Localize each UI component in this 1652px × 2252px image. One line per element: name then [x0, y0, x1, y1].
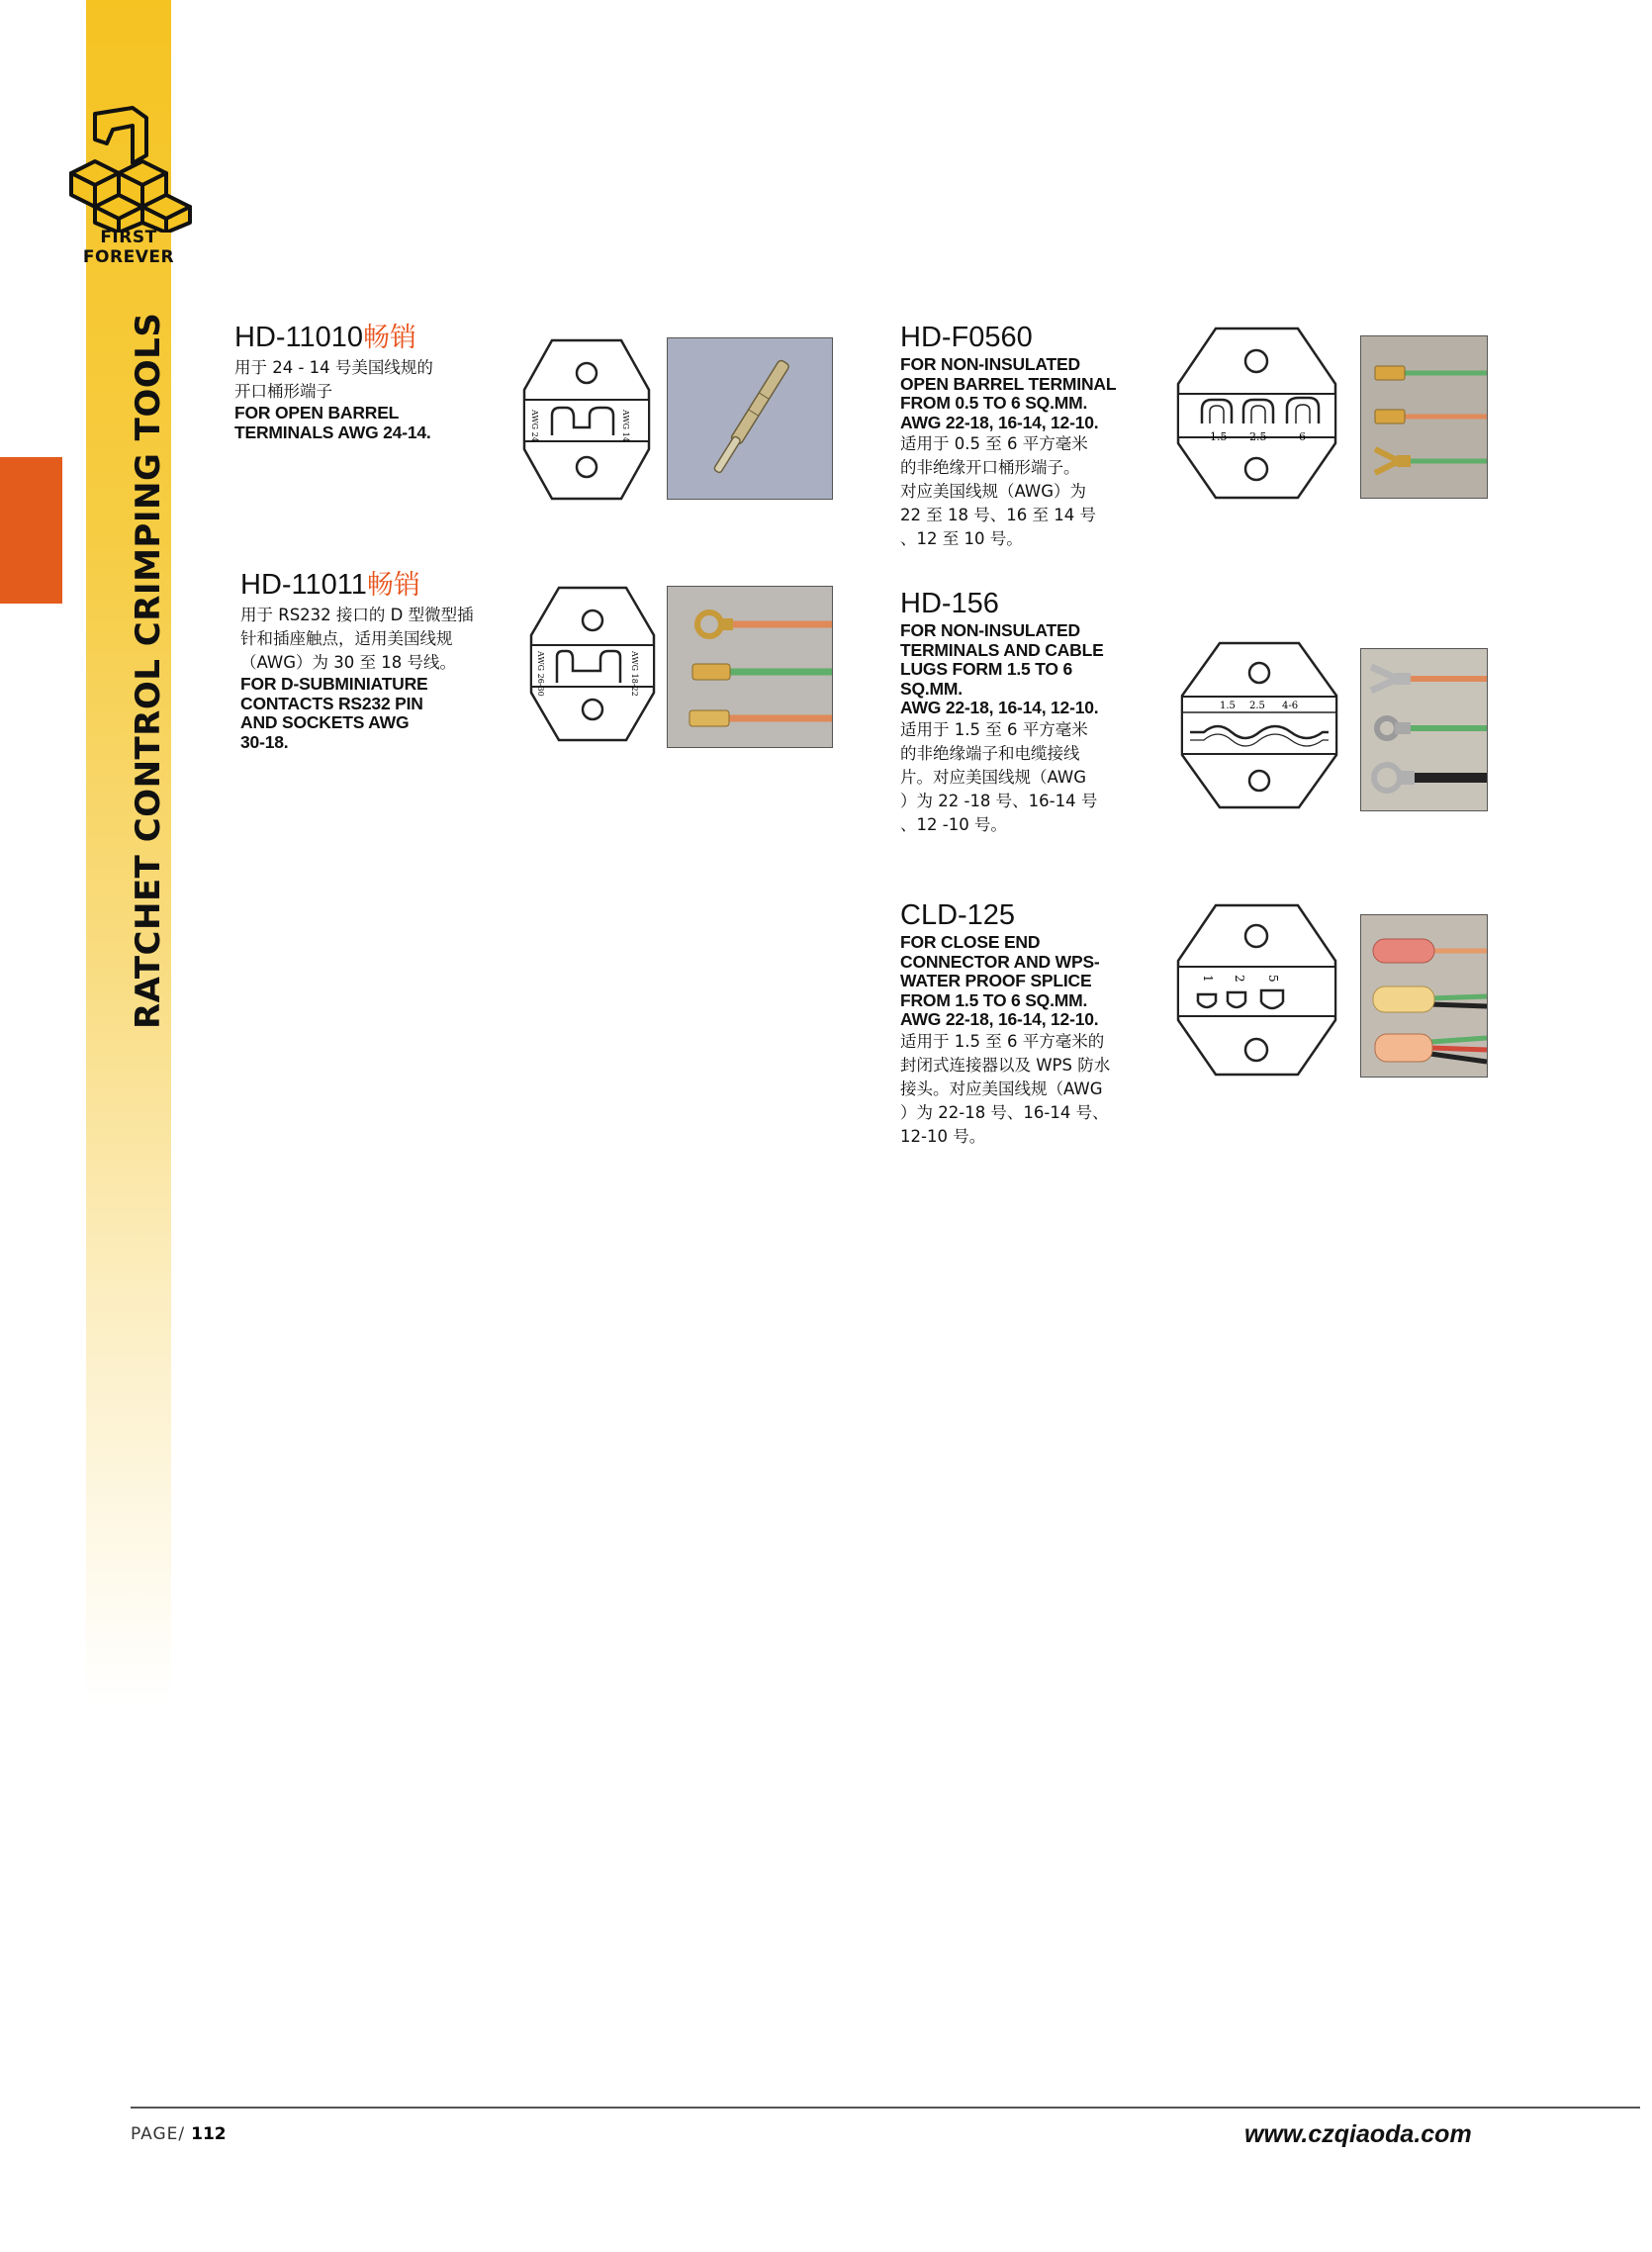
desc-zh-line: ）为 22 -18 号、16-14 号: [900, 791, 1098, 810]
desc-zh-line: （AWG）为 30 至 18 号线。: [240, 653, 456, 672]
product-code: HD-11011畅销: [240, 569, 420, 601]
desc-en-line: FROM 0.5 TO 6 SQ.MM.: [900, 393, 1088, 413]
desc-en-line: FROM 1.5 TO 6 SQ.MM.: [900, 989, 1088, 1010]
desc-zh-line: 、12 至 10 号。: [900, 529, 1023, 548]
desc-en-line: AND SOCKETS AWG: [240, 712, 410, 732]
desc-zh-line: 封闭式连接器以及 WPS 防水: [900, 1055, 1111, 1075]
product-hd-11011: [240, 569, 517, 752]
desc-en-line: CONNECTOR AND WPS-: [900, 951, 1100, 972]
die-label: 1: [1201, 975, 1215, 983]
bestseller-tag: 畅销: [366, 570, 420, 601]
die-label: 2.5: [1249, 701, 1265, 711]
die-label: AWG 26-30: [536, 651, 545, 697]
desc-en-line: WATER PROOF SPLICE: [900, 971, 1092, 990]
desc-zh-line: 片。对应美国线规（AWG: [900, 767, 1086, 787]
terminal-photo: [667, 586, 833, 748]
brand-name: FIRST FOREVER: [82, 228, 175, 267]
desc-zh-line: 用于 24 - 14 号美国线规的: [234, 358, 433, 377]
desc-zh-line: 用于 RS232 接口的 D 型微型插: [240, 606, 474, 624]
die-label: AWG 18-22: [630, 651, 639, 697]
desc-zh-line: 22 至 18 号、16 至 14 号: [900, 506, 1096, 524]
die-label: 2.5: [1249, 430, 1267, 443]
die-label: 6: [1299, 430, 1306, 443]
website-link[interactable]: www.czqiaoda.com: [1244, 2120, 1472, 2148]
product-hd-11010: [234, 322, 492, 442]
crimp-die-diagram: [522, 338, 651, 502]
crimp-die-diagram: [1180, 641, 1338, 809]
crimp-die-diagram: [1176, 903, 1337, 1077]
die-label: AWG 14: [621, 410, 630, 442]
desc-en-line: 30-18.: [240, 731, 289, 752]
desc-zh-line: 针和插座触点，适用美国线规: [240, 629, 453, 648]
desc-en-line: FOR D-SUBMINIATURE: [240, 674, 428, 694]
product-cld-125: [900, 899, 1157, 1149]
footer-divider: [131, 2107, 1640, 2109]
bestseller-tag: 畅销: [363, 323, 417, 353]
product-code: HD-11010畅销: [234, 322, 417, 353]
die-label: 4-6: [1282, 701, 1299, 711]
desc-en-line: AWG 22-18, 16-14, 12-10.: [900, 1009, 1099, 1029]
desc-en-line: AWG 22-18, 16-14, 12-10.: [900, 412, 1099, 432]
page-number: PAGE/ 112: [131, 2124, 227, 2144]
desc-zh-line: ）为 22-18 号、16-14 号、: [900, 1102, 1109, 1122]
desc-zh-line: 12-10 号。: [900, 1126, 986, 1146]
desc-en-line: FOR NON-INSULATED: [900, 354, 1080, 374]
desc-en-line: TERMINALS AND CABLE: [900, 639, 1104, 660]
product-code: CLD-125: [900, 899, 1016, 931]
terminal-photo: [1360, 648, 1488, 811]
desc-zh-line: 对应美国线规（AWG）为: [900, 482, 1086, 501]
desc-zh-line: 开口桶形端子: [234, 382, 332, 401]
desc-zh-line: 、12 -10 号。: [900, 814, 1007, 834]
terminal-photo: [1360, 914, 1488, 1078]
desc-en-line: CONTACTS RS232 PIN: [240, 693, 423, 713]
desc-zh-line: 适用于 0.5 至 6 平方毫米: [900, 434, 1088, 453]
desc-zh-line: 适用于 1.5 至 6 平方毫米: [900, 719, 1088, 739]
crimp-die-diagram: [1176, 327, 1337, 500]
product-hd-f0560: [900, 322, 1157, 551]
terminal-photo: [1360, 335, 1488, 499]
die-label: 5: [1266, 975, 1280, 983]
crimp-die-diagram: [529, 586, 656, 742]
die-label: AWG 24: [530, 410, 539, 442]
desc-zh-line: 适用于 1.5 至 6 平方毫米的: [900, 1031, 1105, 1051]
terminal-photo: [667, 337, 833, 500]
die-label: 1.5: [1220, 701, 1236, 711]
desc-en-line: TERMINALS AWG 24-14.: [234, 422, 431, 442]
desc-en-line: SQ.MM.: [900, 678, 963, 699]
desc-en-line: AWG 22-18, 16-14, 12-10.: [900, 698, 1099, 717]
product-hd-156: [900, 588, 1157, 837]
desc-zh-line: 接头。对应美国线规（AWG: [900, 1079, 1103, 1098]
desc-en-line: FOR NON-INSULATED: [900, 620, 1080, 640]
desc-en-line: FOR OPEN BARREL: [234, 403, 400, 422]
desc-zh-line: 的非绝缘端子和电缆接线: [900, 743, 1080, 763]
desc-zh-line: 的非绝缘开口桶形端子。: [900, 458, 1080, 477]
section-tab: [0, 457, 62, 604]
die-label: 1.5: [1210, 430, 1228, 443]
die-label: 2: [1233, 975, 1246, 983]
desc-en-line: LUGS FORM 1.5 TO 6: [900, 659, 1073, 679]
section-title: RATCHET CONTROL CRIMPING TOOLS: [129, 312, 168, 1029]
desc-en-line: FOR CLOSE END: [900, 932, 1041, 952]
product-code: HD-156: [900, 588, 999, 619]
product-code: HD-F0560: [900, 322, 1033, 353]
desc-en-line: OPEN BARREL TERMINAL: [900, 373, 1117, 394]
